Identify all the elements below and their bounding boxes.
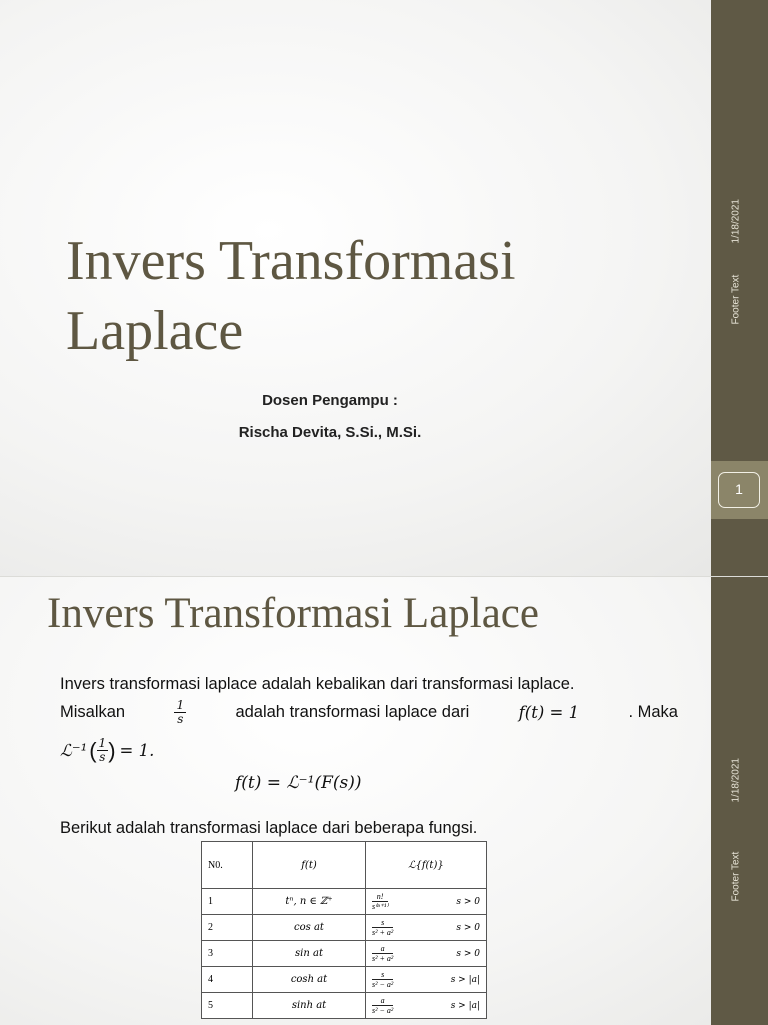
inverse-laplace-symbol: ℒ⁻¹ <box>60 741 88 760</box>
row-laplace <box>372 892 480 911</box>
fraction-1-over-s <box>174 699 186 726</box>
lecturer-label: Dosen Pengampu : <box>262 392 398 409</box>
laplace-condition: s > 0 <box>456 896 480 907</box>
laplace-denominator: s² + a² <box>372 928 394 937</box>
adalah-text: adalah transformasi laplace dari <box>235 703 470 721</box>
row-no: 2 <box>202 915 253 941</box>
laplace-condition: s > |a| <box>450 974 480 985</box>
laplace-condition: s > 0 <box>456 948 480 959</box>
maka-text: . Maka <box>628 703 678 721</box>
table-row <box>202 889 487 915</box>
table-header-row <box>202 842 487 889</box>
fraction-denominator: s <box>177 712 184 726</box>
lecturer-name: Rischa Devita, S.Si., M.Si. <box>238 424 422 441</box>
slide-title <box>66 226 686 366</box>
row-laplace <box>372 970 480 989</box>
laplace-numerator: s <box>372 918 393 928</box>
table-row <box>202 967 487 993</box>
table-intro: Berikut adalah transformasi laplace dari beberapa fungsi. <box>60 819 478 837</box>
header-laplace: ℒ{f(t)} <box>366 842 487 889</box>
laplace-condition: s > 0 <box>456 922 480 933</box>
paragraph-line-1: Invers transformasi laplace adalah kebalikan dari transformasi laplace. <box>60 675 575 693</box>
slide-date: 1/18/2021 <box>730 199 742 244</box>
row-f: sin at <box>253 941 366 967</box>
slide-date: 1/18/2021 <box>730 758 742 803</box>
misalkan-text: Misalkan <box>60 703 126 721</box>
laplace-denominator: s² − a² <box>372 980 394 989</box>
row-laplace <box>372 918 480 937</box>
row-no: 1 <box>202 889 253 915</box>
row-no: 5 <box>202 993 253 1019</box>
laplace-condition: s > |a| <box>450 1000 480 1011</box>
row-f: cosh at <box>253 967 366 993</box>
paragraph-line-3 <box>60 737 678 764</box>
page-number-box <box>711 461 768 519</box>
laplace-denominator: s² + a² <box>372 954 394 963</box>
table-row <box>202 993 487 1019</box>
header-f: f(t) <box>253 842 366 889</box>
row-laplace <box>372 944 480 963</box>
inverse-result: = 1. <box>119 741 155 760</box>
title-line-1: Invers Transformasi <box>66 230 516 292</box>
open-paren: ( <box>89 737 97 763</box>
slide-title: Invers Transformasi Laplace <box>47 590 539 637</box>
header-no: N0. <box>202 842 253 889</box>
laplace-table <box>201 841 487 1019</box>
laplace-numerator: n! <box>372 892 388 902</box>
fraction-numerator: 1 <box>98 736 107 750</box>
close-paren: ) <box>108 737 116 763</box>
row-no: 3 <box>202 941 253 967</box>
ft-equation: f(t) = 1 <box>518 703 580 722</box>
laplace-numerator: s <box>372 970 393 980</box>
title-line-2: Laplace <box>66 300 244 362</box>
laplace-numerator: a <box>372 996 393 1006</box>
row-f: sinh at <box>253 993 366 1019</box>
row-f: tⁿ, n ∈ ℤ⁺ <box>253 889 366 915</box>
table-row <box>202 941 487 967</box>
fraction-1-over-s-small <box>97 737 109 764</box>
footer-text: Footer Text <box>730 851 742 902</box>
laplace-denominator: s⁽ⁿ⁺¹⁾ <box>372 902 389 911</box>
fraction-numerator: 1 <box>176 698 185 712</box>
table-row <box>202 915 487 941</box>
row-no: 4 <box>202 967 253 993</box>
laplace-numerator: a <box>372 944 393 954</box>
row-f: cos at <box>253 915 366 941</box>
inverse-formula: f(t) = ℒ⁻¹(F(s)) <box>235 773 362 793</box>
fraction-denominator: s <box>99 750 106 764</box>
footer-text: Footer Text <box>730 274 742 325</box>
laplace-denominator: s² − a² <box>372 1006 394 1015</box>
content-slide <box>0 576 768 1025</box>
page-number: 1 <box>718 472 760 508</box>
paragraph-line-2 <box>60 699 678 726</box>
row-laplace <box>372 996 480 1015</box>
